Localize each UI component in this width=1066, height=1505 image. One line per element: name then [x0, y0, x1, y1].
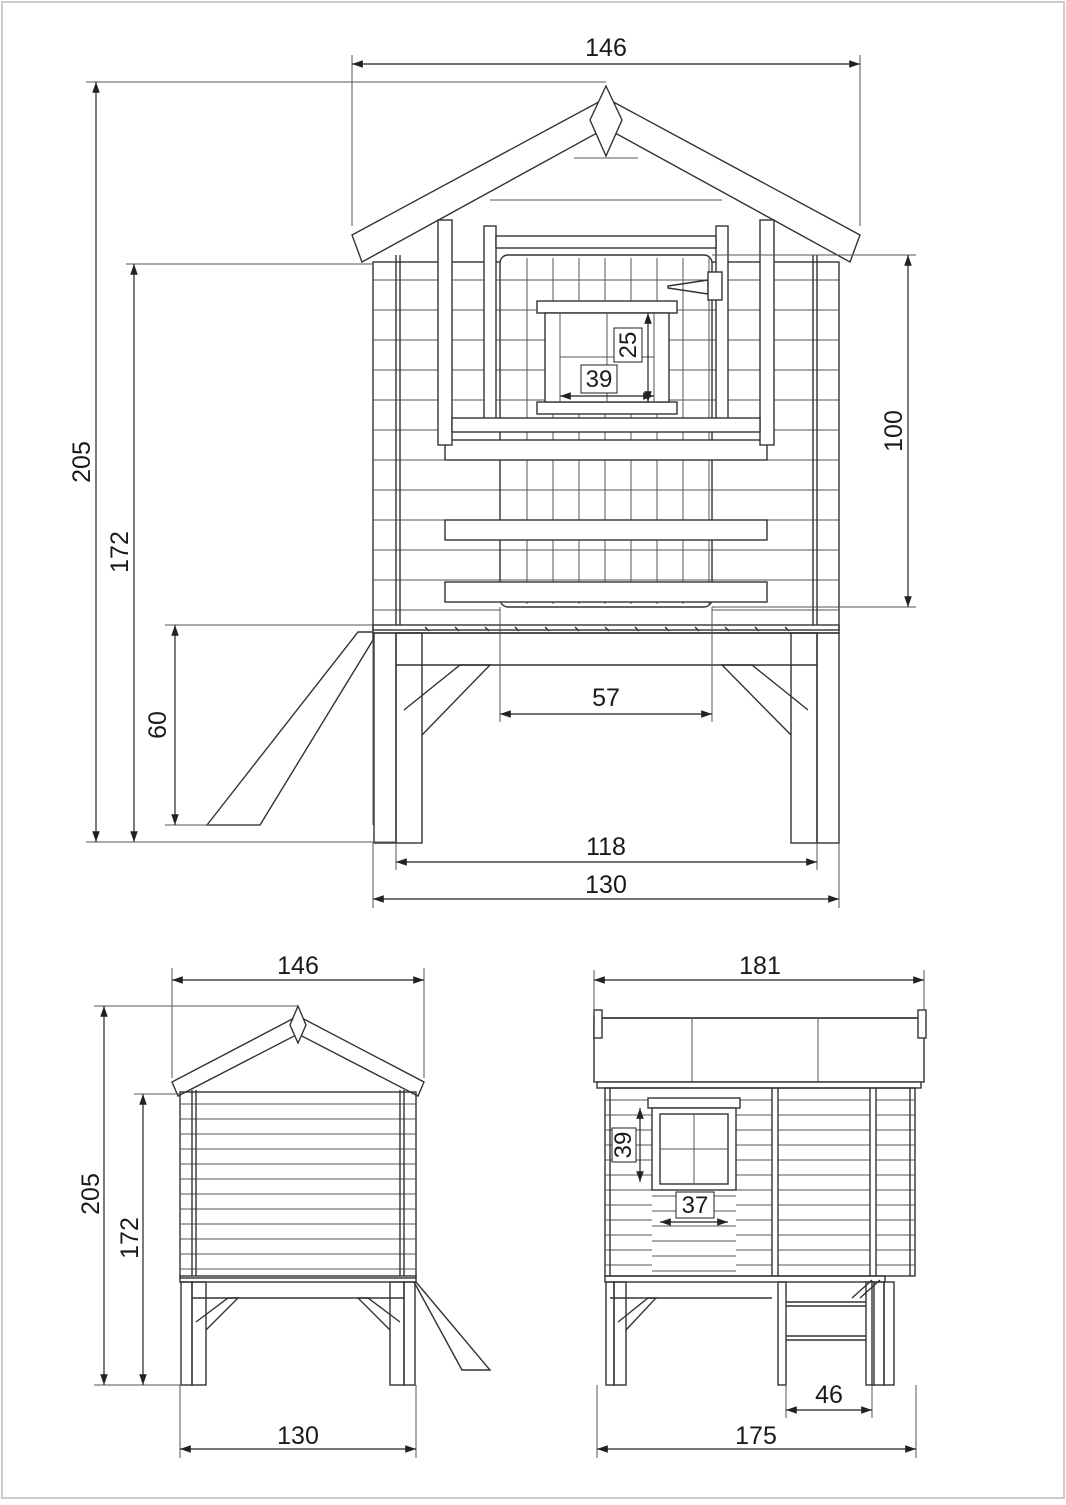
side-base-width-label: 130	[277, 1422, 319, 1450]
front-view	[68, 34, 916, 908]
front-door	[438, 220, 774, 607]
front-roof-width-label: 146	[585, 34, 627, 62]
rear-platform	[605, 1276, 894, 1385]
rear-roof-width-label: 181	[739, 952, 781, 980]
rear-view	[594, 952, 926, 1458]
side-view	[77, 952, 490, 1458]
rear-window-height-label: 39	[610, 1131, 637, 1159]
front-base-width-label: 130	[585, 871, 627, 899]
front-window-height-label: 25	[615, 331, 642, 359]
front-wall-height-label: 172	[106, 531, 134, 573]
rear-base-width-label: 175	[735, 1422, 777, 1450]
side-walls	[180, 1090, 416, 1278]
side-wall-height-label: 172	[116, 1217, 144, 1259]
front-platform-height-label: 60	[144, 711, 172, 739]
front-door-height-label: 100	[880, 410, 908, 452]
rear-walls	[605, 1088, 915, 1276]
page-frame	[2, 2, 1064, 1498]
side-platform	[180, 1276, 490, 1385]
front-door-width-label: 57	[592, 684, 620, 712]
front-leg-span-label: 118	[586, 833, 626, 861]
side-roof-width-label: 146	[277, 952, 319, 980]
front-platform	[207, 625, 839, 843]
front-total-height-label: 205	[68, 441, 96, 483]
front-window-width-label: 39	[585, 366, 613, 393]
side-roof	[172, 1006, 424, 1096]
side-total-height-label: 205	[77, 1173, 105, 1215]
rear-ladder-width-label: 46	[815, 1381, 843, 1409]
side-dimensions	[77, 952, 424, 1458]
rear-roof	[594, 1010, 926, 1088]
rear-window-width-label: 37	[681, 1192, 709, 1219]
